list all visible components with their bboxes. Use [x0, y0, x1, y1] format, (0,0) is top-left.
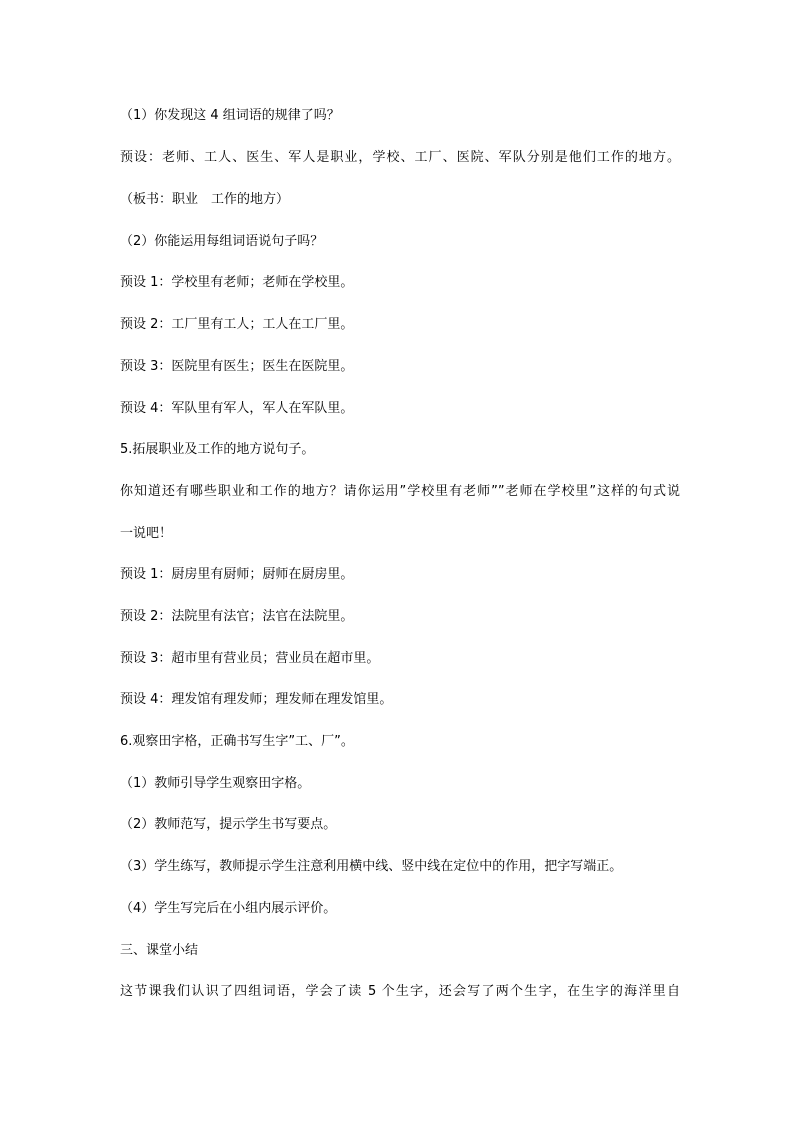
text-line-8: 预设 4：军队里有军人，军人在军队里。	[120, 401, 354, 416]
text-line-19: （3）学生练写，教师提示学生注意利用横中线、竖中线在定位中的作用，把字写端正。	[120, 859, 623, 874]
text-line-12: 预设 1：厨房里有厨师；厨师在厨房里。	[120, 567, 354, 582]
text-line-10: 你知道还有哪些职业和工作的地方？请你运用”学校里有老师””老师在学校里”这样的句式说	[120, 484, 680, 499]
text-line-17: （1）教师引导学生观察田字格。	[120, 776, 311, 791]
text-line-13: 预设 2：法院里有法官；法官在法院里。	[120, 609, 354, 624]
text-line-14: 预设 3：超市里有营业员；营业员在超市里。	[120, 651, 380, 666]
text-line-5: 预设 1：学校里有老师；老师在学校里。	[120, 275, 354, 290]
text-line-4: （2）你能运用每组词语说句子吗？	[120, 234, 324, 249]
text-line-16: 6.观察田字格，正确书写生字”工、厂”。	[120, 734, 354, 749]
text-line-3: （板书：职业 工作的地方）	[120, 192, 290, 207]
text-line-6: 预设 2：工厂里有工人；工人在工厂里。	[120, 317, 354, 332]
text-line-1: （1）你发现这 4 组词语的规律了吗？	[120, 108, 340, 123]
section-heading: 三、课堂小结	[120, 943, 199, 958]
text-line-9: 5.拓展职业及工作的地方说句子。	[120, 442, 315, 457]
text-line-15: 预设 4：理发馆有理发师；理发师在理发馆里。	[120, 692, 393, 707]
text-line-7: 预设 3：医院里有医生；医生在医院里。	[120, 359, 354, 374]
text-line-11: 一说吧！	[120, 526, 173, 541]
text-line-20: （4）学生写完后在小组内展示评价。	[120, 901, 337, 916]
text-line-18: （2）教师范写，提示学生书写要点。	[120, 817, 337, 832]
text-line-22: 这节课我们认识了四组词语，学会了读 5 个生字，还会写了两个生字，在生字的海洋里自	[120, 984, 680, 999]
text-line-2: 预设：老师、工人、医生、军人是职业，学校、工厂、医院、军队分别是他们工作的地方。	[120, 150, 680, 165]
